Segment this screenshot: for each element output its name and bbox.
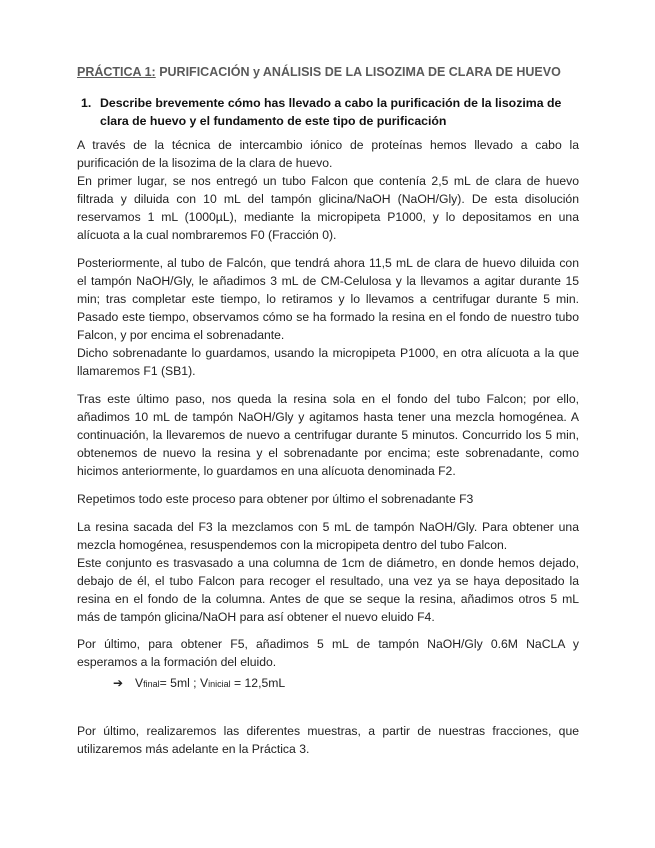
paragraph-2: [77, 254, 579, 380]
paragraph-line: En primer lugar, se nos entregó un tubo Falcon que contenía 2,5 mL de clara de huevo filtrada y diluida con 10 mL del tampón glicina/NaOH (NaOH/Gly). De esta disolución reservamos 1 mL (1000µL), mediante la micropipeta P1000, y lo depositamos en una alícuota a la cual nombraremos F0 (Fracción 0).: [77, 174, 579, 242]
paragraph-line: Este conjunto es trasvasado a una columna de 1cm de diámetro, en donde hemos dejado, debajo de él, el tubo Falcon para recoger el resultado, una vez ya se haya depositado la resina en el fondo de la columna. Antes de que se seque la resina, añadimos otros 5 mL más de tampón glicina/NaOH para así obtener el nuevo eluido F4.: [77, 556, 579, 624]
paragraph-line: Posteriormente, al tubo de Falcón, que tendrá ahora 11,5 mL de clara de huevo diluida con el tampón NaOH/Gly, le añadimos 3 mL de CM-Celulosa y la llevamos a agitar durante 15 min; tras completar este tiempo, lo retiramos y lo llevamos a centrifugar durante 5 min. Pasado este tiempo, observamos cómo se ha formado la resina en el fondo de nuestro tubo Falcon, y por encima el sobrenadante.: [77, 256, 579, 342]
paragraph-line: Dicho sobrenadante lo guardamos, usando la micropipeta P1000, en otra alícuota a la que llamaremos F1 (SB1).: [77, 346, 579, 378]
paragraph-line: Por último, para obtener F5, añadimos 5 mL de tampón NaOH/Gly 0.6M NaCLA y esperamos a la formación del eluido.: [77, 637, 579, 669]
paragraph-line: Por último, realizaremos las diferentes muestras, a partir de nuestras fracciones, que utilizaremos más adelante en la Práctica 3.: [77, 724, 579, 756]
paragraph-line: Repetimos todo este proceso para obtener por último el sobrenadante F3: [77, 492, 474, 506]
paragraph-5: [77, 518, 579, 626]
v-initial-value: = 12,5mL: [230, 676, 286, 690]
question-heading: [81, 95, 581, 130]
v-final-label: V: [135, 676, 144, 690]
paragraph-line: Tras este último paso, nos queda la resina sola en el fondo del tubo Falcon; por ello, añadimos 10 mL de tampón NaOH/Gly y agitamos hasta tener una mezcla homogénea. A continuación, la llevaremos de nuevo a centrifugar durante 5 minutos. Concurrido los 5 min, obtenemos de nuevo la resina y el sobrenadante por encima; este sobrenadante, como hicimos anteriormente, lo guardamos en una alícuota denominada F2.: [77, 392, 579, 478]
title-rest: PURIFICACIÓN y ANÁLISIS DE LA LISOZIMA DE CLARA DE HUEVO: [155, 65, 561, 79]
paragraph-line: La resina sacada del F3 la mezclamos con 5 mL de tampón NaOH/Gly. Para obtener una mezcla homogénea, resuspendemos con la micropipeta dentro del tubo Falcon.: [77, 520, 579, 552]
question-text: Describe brevemente cómo has llevado a cabo la purificación de la lisozima de clara de huevo y el fundamento de este tipo de purificación: [100, 96, 562, 128]
question-number: 1.: [81, 96, 92, 110]
page-title: [77, 65, 597, 79]
title-lead: PRÁCTICA 1:: [77, 65, 156, 79]
paragraph-4: [77, 490, 579, 508]
paragraph-3: [77, 390, 579, 480]
paragraph-7: [77, 722, 579, 758]
arrow-icon: ➔: [113, 676, 124, 690]
v-initial-label: V: [199, 676, 209, 690]
v-initial-sub: inicial: [208, 679, 231, 689]
paragraph-line: A través de la técnica de intercambio iónico de proteínas hemos llevado a cabo la purificación de la lisozima de la clara de huevo.: [77, 138, 579, 170]
paragraph-6: [77, 635, 579, 671]
v-final-value: = 5ml ;: [159, 676, 200, 690]
v-final-sub: final: [143, 679, 160, 689]
paragraph-1: [77, 136, 579, 244]
volume-line: [113, 676, 285, 690]
